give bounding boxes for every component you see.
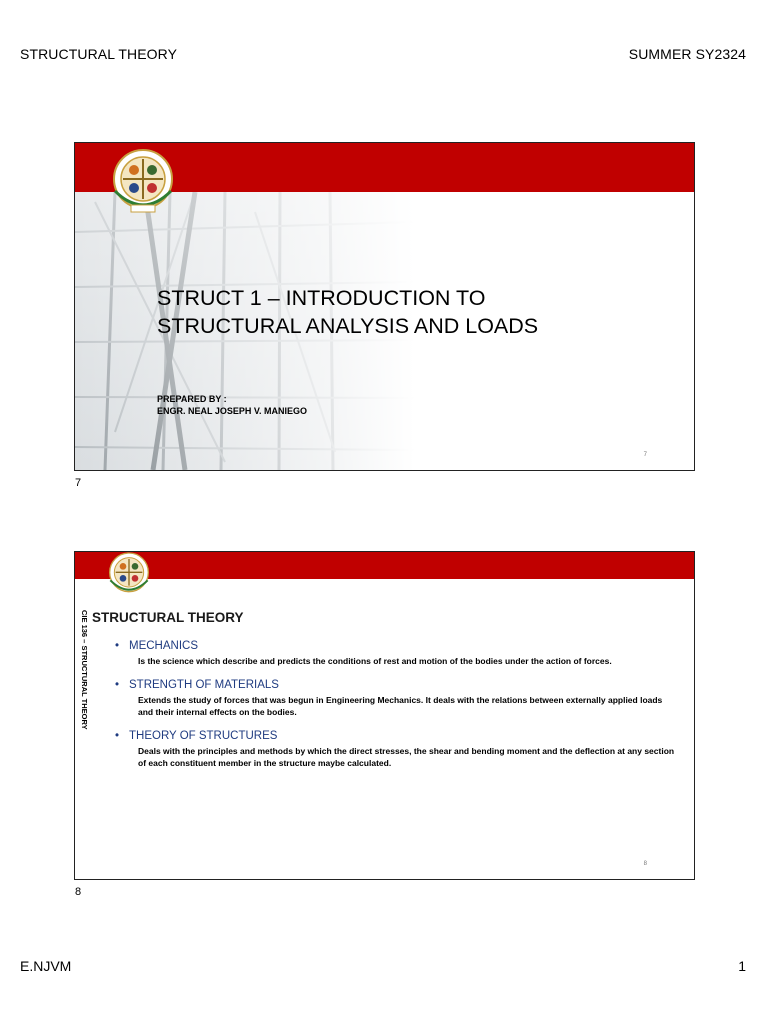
page-footer-left: E.NJVM bbox=[20, 958, 72, 974]
item-title: THEORY OF STRUCTURES bbox=[129, 729, 278, 742]
title-line-2: STRUCTURAL ANALYSIS AND LOADS bbox=[157, 314, 539, 338]
bullet-icon: • bbox=[115, 729, 120, 742]
slide-title bbox=[74, 142, 695, 471]
item-description: Deals with the principles and methods by which the direct stresses, the shear and bending moment and the deflection at any section of each constituent member in the structure maybe calculated. bbox=[138, 745, 675, 768]
slide-number-below: 7 bbox=[75, 477, 82, 489]
slide-heading: STRUCTURAL THEORY bbox=[92, 610, 244, 625]
slide-page-number: 8 bbox=[643, 861, 647, 867]
bullet-icon: • bbox=[115, 678, 120, 691]
page-header-left: STRUCTURAL THEORY bbox=[20, 46, 178, 62]
title-line-1: STRUCT 1 – INTRODUCTION TO bbox=[157, 286, 486, 310]
list-item bbox=[115, 639, 675, 668]
slide-page-number: 7 bbox=[643, 452, 647, 458]
list-item bbox=[115, 729, 675, 770]
item-description: Extends the study of forces that was begun in Engineering Mechanics. It deals with the relations between externally applied loads and their internal effects on the bodies. bbox=[138, 694, 663, 717]
page-header-right: SUMMER SY2324 bbox=[628, 46, 746, 62]
item-title: MECHANICS bbox=[129, 640, 199, 652]
university-seal-icon bbox=[101, 551, 157, 600]
item-description: Is the science which describe and predicts the conditions of rest and motion of the bodies under the action of forces. bbox=[138, 656, 612, 666]
item-title: STRENGTH OF MATERIALS bbox=[129, 678, 279, 691]
slide-red-bar bbox=[75, 552, 694, 579]
prepared-by-block bbox=[157, 393, 307, 417]
page-footer-right: 1 bbox=[738, 958, 746, 974]
bullet-list bbox=[115, 639, 675, 780]
slide-title-text bbox=[157, 284, 538, 340]
list-item bbox=[115, 678, 675, 719]
university-seal-icon bbox=[101, 147, 185, 219]
slide-number-below: 8 bbox=[75, 886, 82, 898]
slide-structural-theory bbox=[74, 551, 695, 880]
bullet-icon: • bbox=[115, 640, 120, 652]
author-name: ENGR. NEAL JOSEPH V. MANIEGO bbox=[157, 406, 308, 416]
prepared-by-label: PREPARED BY : bbox=[157, 394, 227, 404]
course-side-label: CIE 136 – STRUCTURAL THEORY bbox=[80, 610, 89, 730]
